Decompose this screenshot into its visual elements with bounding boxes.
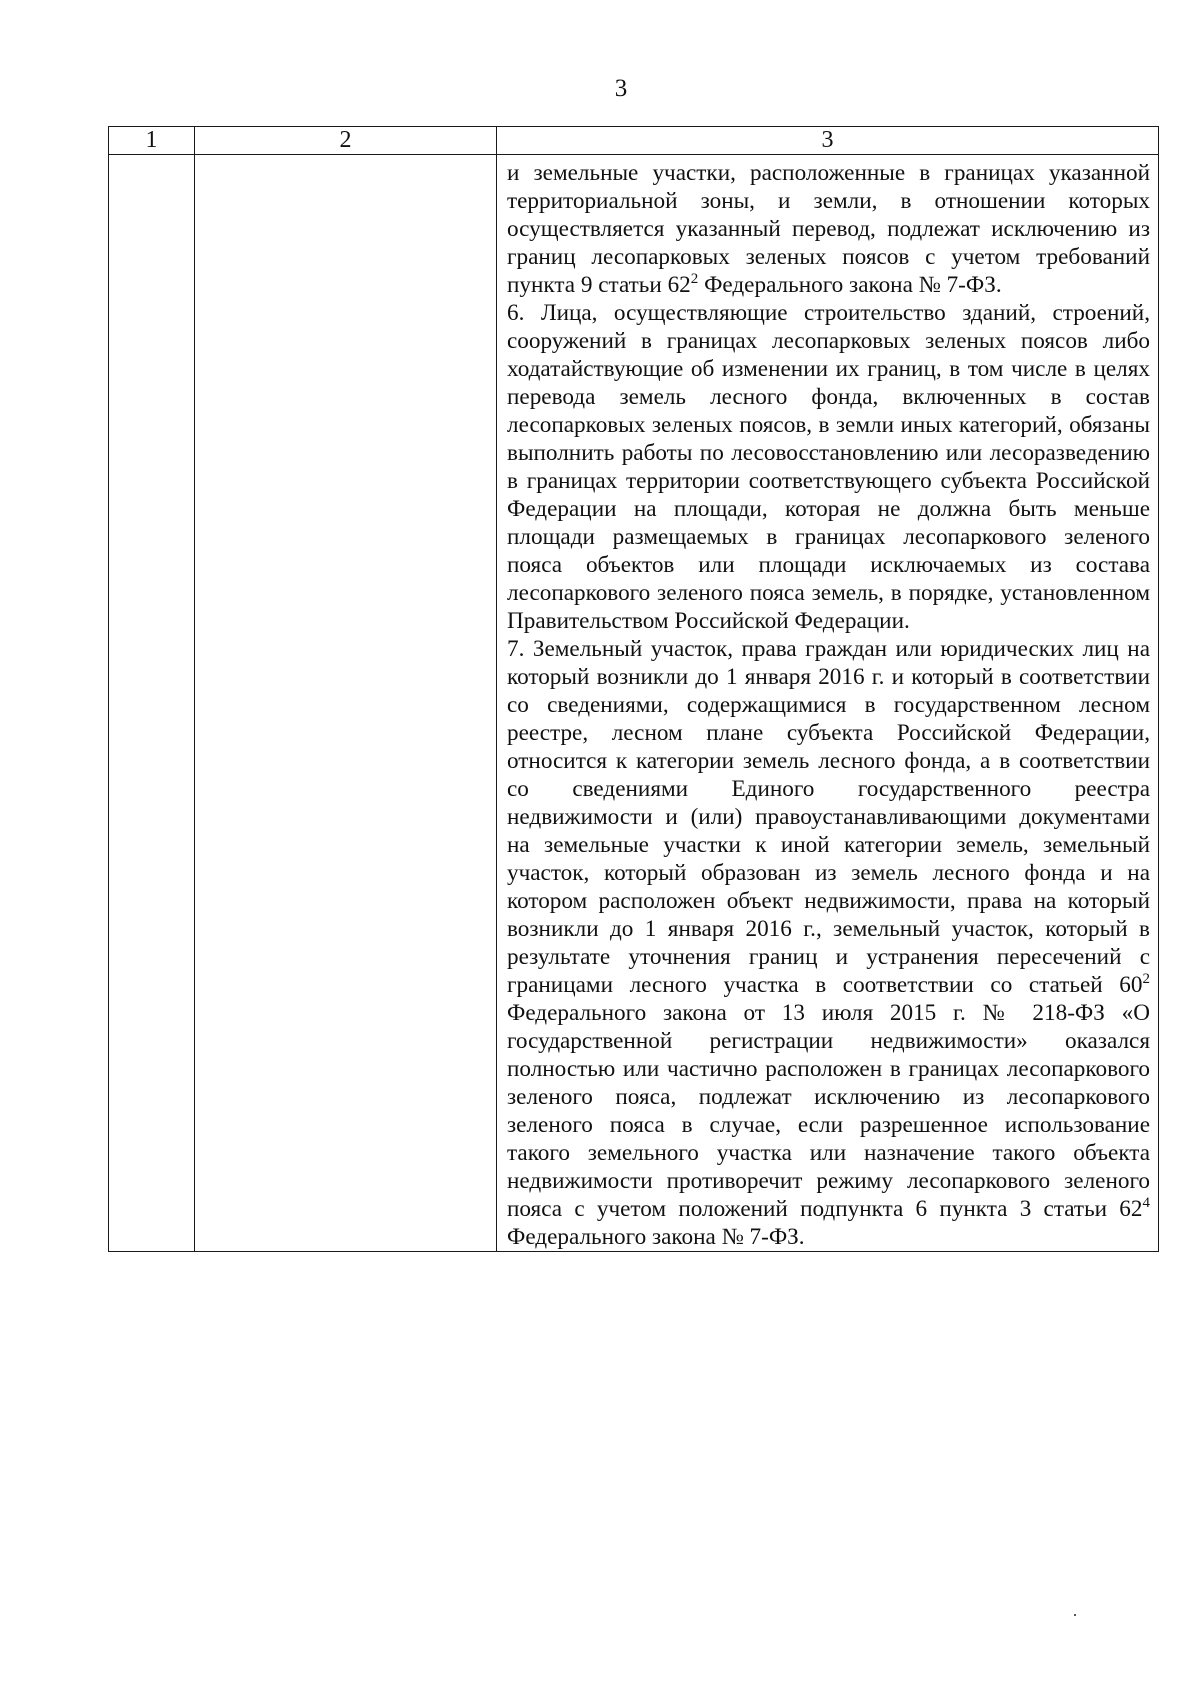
table-row [109,155,1159,1252]
paragraph-text: 7. Земельный участок, права граждан или юридических лиц на который возникли до 1 января 2016 г. и который в соответствии со сведениями, содержащимися в государственном лесном реестре, лесном плане субъекта Российской Федерации, относится к категории земель лесного фонда, а в соответствии со сведениями Единого государственного реестра недвижимости и (или) правоустанавливающими документами на земельные участки к иной категории земель, земельный участок, который образован из земель лесного фонда и на котором расположен объект недвижимости, права на который возникли до 1 января 2016 г., земельный участок, который в результате уточнения границ и устранения пересечений с границами лесного участка в соответствии со статьей 60 [507,636,1150,998]
paragraph-text: и земельные участки, расположенные в границах указанной территориальной зоны, и земли, в отношении которых осуществляется указанный перевод, подлежат исключению из границ лесопарковых зеленых поясов с учетом требований пункта 9 статьи 62 [507,160,1150,298]
paragraph-item-7 [507,635,1150,1251]
column-header-3: 3 [497,127,1159,155]
paragraph-text: Федерального закона № 7-ФЗ. [698,272,1002,298]
superscript: 2 [690,271,699,287]
paragraph-text: Федерального закона № 7-ФЗ. [507,1224,805,1250]
table-header-row [109,127,1159,155]
superscript: 2 [1142,971,1150,987]
paragraph-continuation [507,159,1150,299]
cell-col1 [109,155,195,1252]
column-header-1: 1 [109,127,195,155]
paragraph-text: 6. Лица, осуществляющие строительство зданий, строений, сооружений в границах лесопарковых зеленых поясов либо ходатайствующие об изменении их границ, в том числе в целях перевода земель лесного фонда, включенных в состав лесопарковых зеленых поясов, в земли иных категорий, обязаны выполнить работы по лесовосстановлению или лесоразведению в границах территории соответствующего субъекта Российской Федерации на площади, которая не должна быть меньше площади размещаемых в границах лесопаркового зеленого пояса объектов или площади исключаемых из состава лесопаркового зеленого пояса земель, в порядке, установленном Правительством Российской Федерации. [507,300,1150,634]
superscript: 4 [1142,1195,1150,1211]
page-number: 3 [614,75,628,102]
scan-speck [1074,1614,1076,1616]
document-table [108,126,1159,1252]
column-header-2: 2 [195,127,497,155]
cell-col3 [497,155,1159,1252]
paragraph-text: Федерального закона от 13 июля 2015 г. № 218-ФЗ «О государственной регистрации недвижимости» оказался полностью или частично расположен в границах лесопаркового зеленого пояса, подлежат исключению из лесопаркового зеленого пояса в случае, если разрешенное использование такого земельного участка или назначение такого объекта недвижимости противоречит режиму лесопаркового зеленого пояса с учетом положений подпункта 6 пункта 3 статьи 62 [507,1000,1150,1222]
paragraph-item-6 [507,299,1150,635]
cell-col2 [195,155,497,1252]
